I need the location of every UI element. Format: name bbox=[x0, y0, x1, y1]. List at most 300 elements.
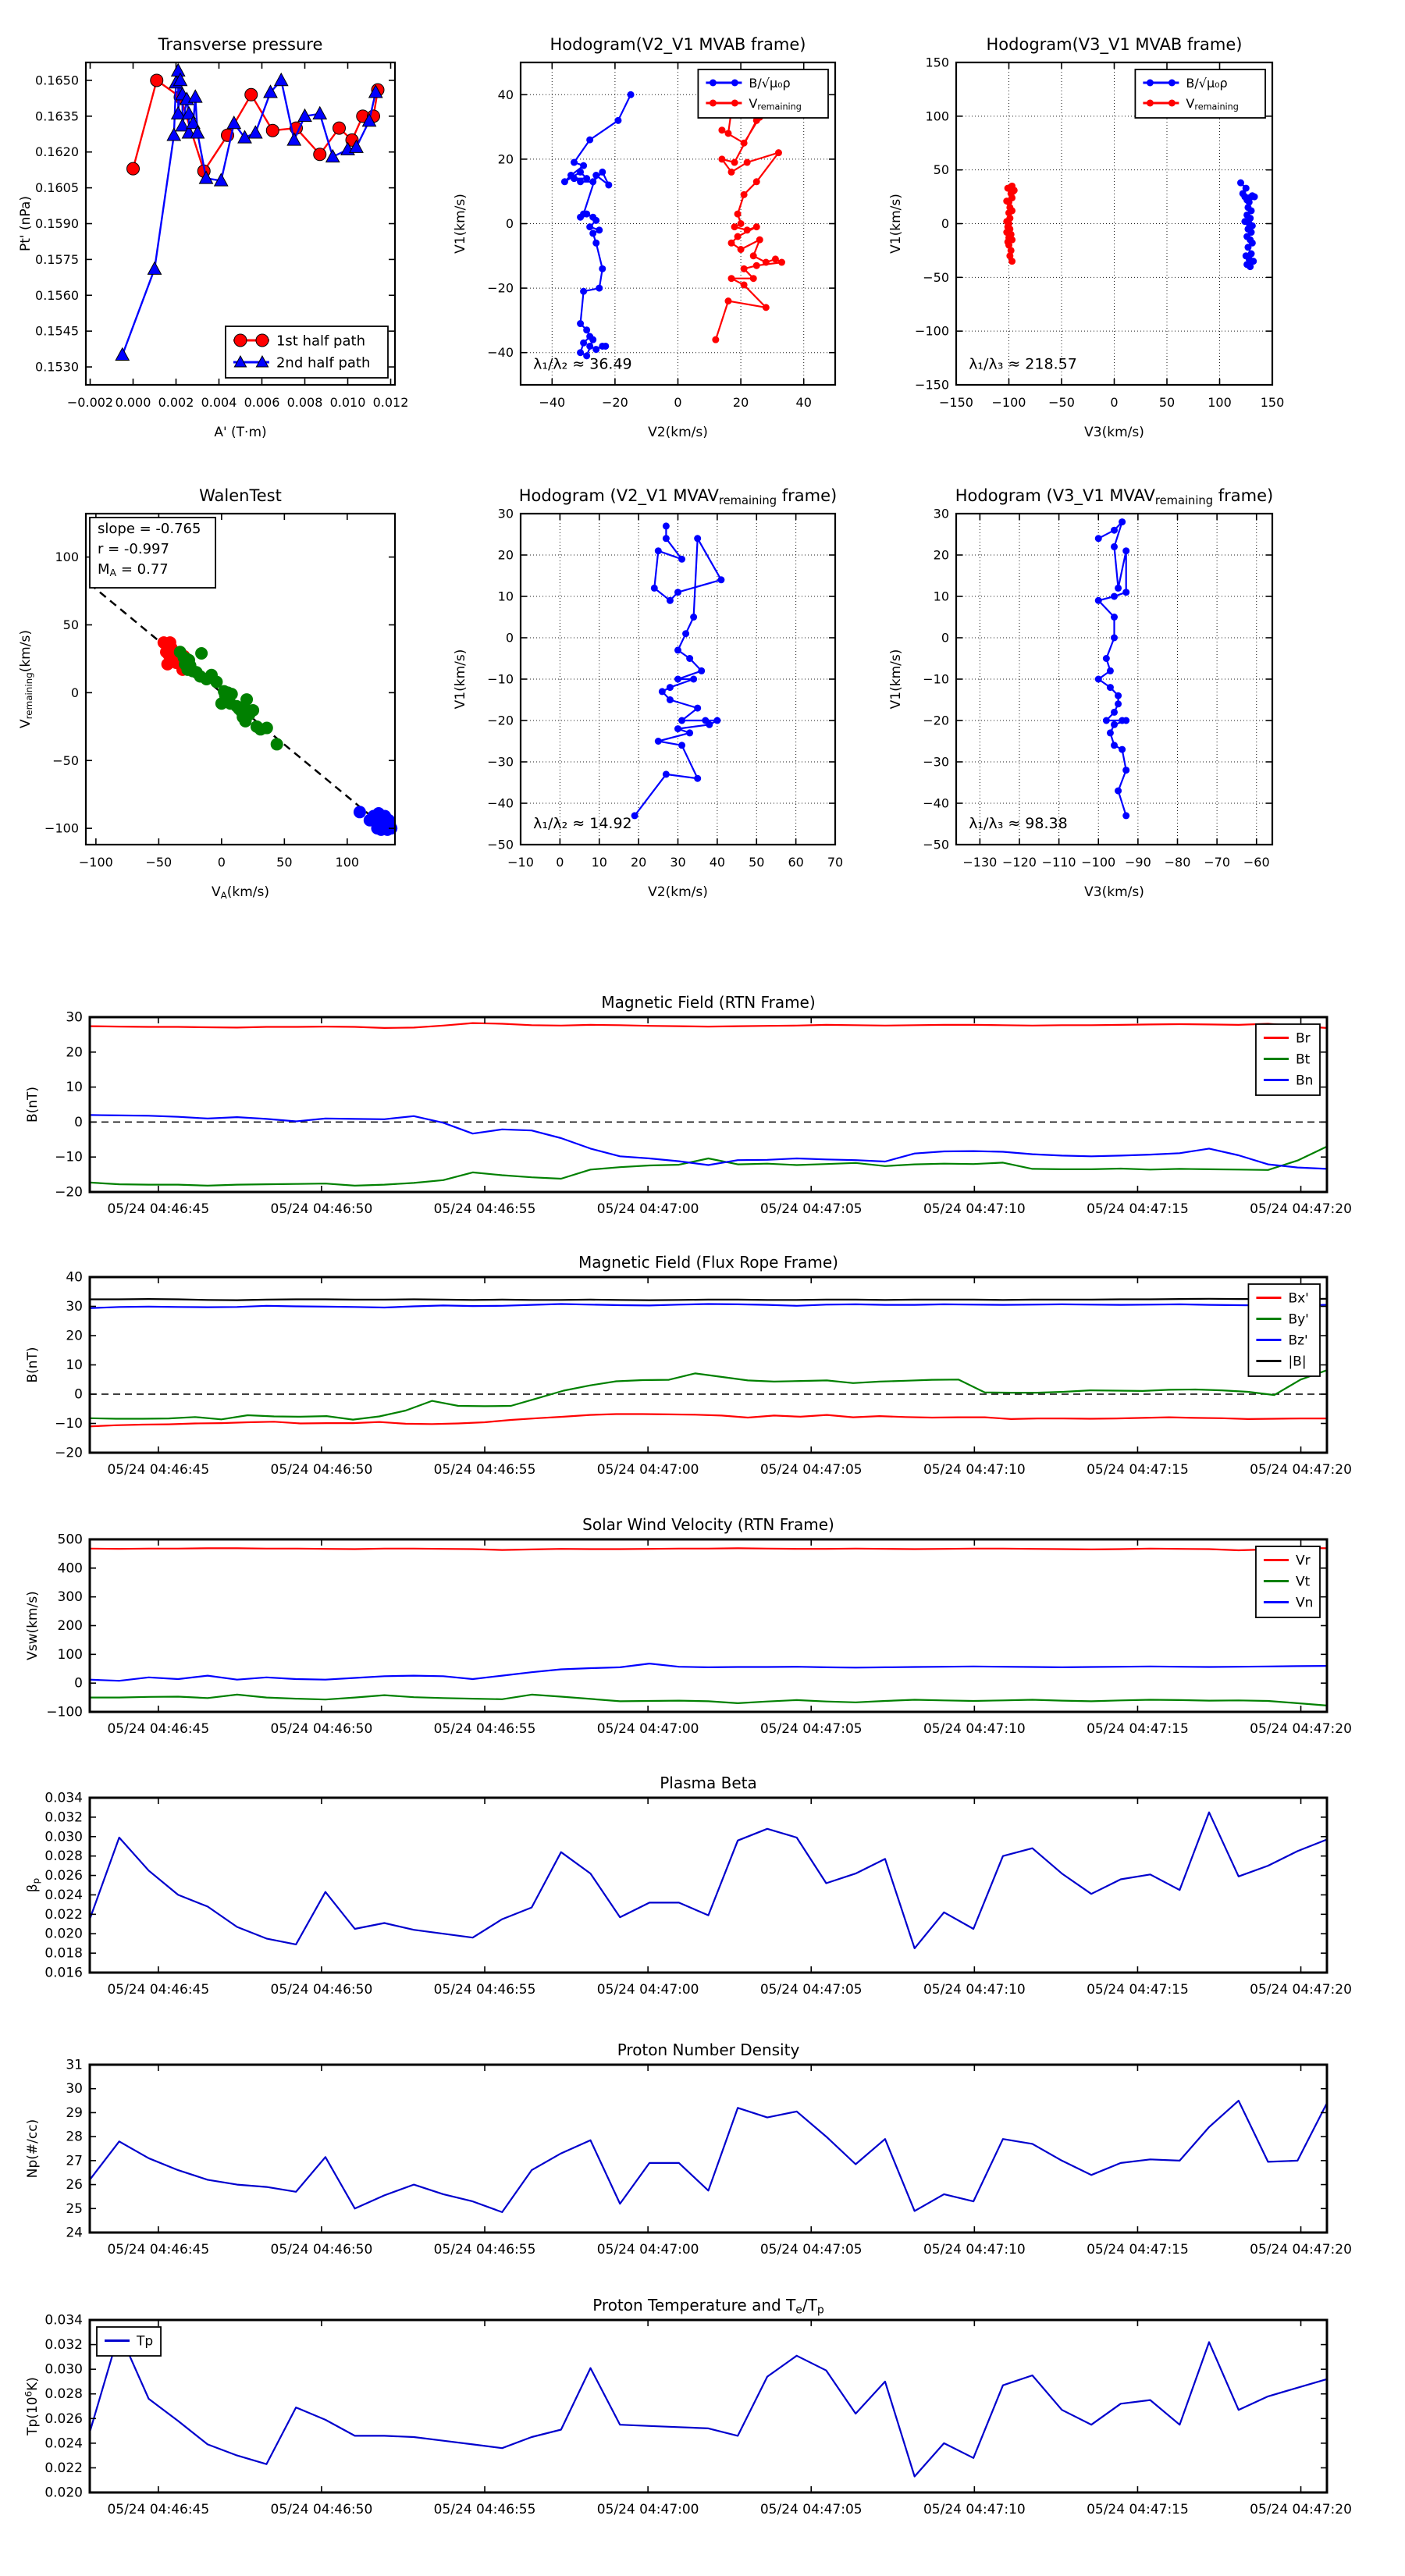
y-tick-label: 40 bbox=[497, 87, 514, 102]
y-tick-label: 0.1545 bbox=[35, 323, 79, 339]
x-tick-label: 05/24 04:47:20 bbox=[1250, 1462, 1352, 1478]
marker bbox=[605, 181, 612, 188]
grid-lines bbox=[956, 514, 1272, 845]
marker bbox=[614, 117, 621, 124]
x-tick-label: 05/24 04:47:05 bbox=[759, 2242, 863, 2258]
marker bbox=[678, 717, 685, 724]
marker bbox=[775, 149, 782, 156]
marker bbox=[1122, 812, 1129, 819]
y-tick-label: −20 bbox=[487, 713, 514, 728]
series-line-B/sqrt(mu0 rho) bbox=[564, 94, 631, 356]
x-tick-label: 05/24 04:47:00 bbox=[596, 1201, 699, 1217]
y-axis-label: B(nT) bbox=[25, 1347, 41, 1383]
y-tick-label: 24 bbox=[66, 2225, 83, 2241]
x-tick-label: 05/24 04:47:15 bbox=[1087, 1201, 1189, 1217]
marker bbox=[694, 535, 701, 542]
panel-title: Solar Wind Velocity (RTN Frame) bbox=[582, 1515, 834, 1534]
marker bbox=[694, 705, 701, 712]
x-tick-label: 05/24 04:46:45 bbox=[107, 2242, 210, 2258]
legend-label: Vn bbox=[1295, 1595, 1314, 1611]
panel-walen-test bbox=[18, 486, 397, 901]
marker bbox=[127, 162, 140, 175]
panel-transverse-pressure bbox=[18, 35, 408, 440]
marker bbox=[728, 169, 735, 176]
panel-b-fluxrope bbox=[25, 1253, 1352, 1478]
x-axis-label: VA(km/s) bbox=[211, 884, 270, 902]
y-tick-label: 0 bbox=[941, 630, 949, 646]
series-markers-V remaining bbox=[712, 107, 785, 343]
legend bbox=[1256, 1024, 1320, 1095]
y-tick-label: 27 bbox=[66, 2153, 83, 2169]
x-tick-label: 50 bbox=[276, 855, 293, 870]
series-markers-2nd half path bbox=[116, 64, 382, 361]
x-tick-label: 05/24 04:47:15 bbox=[1087, 1462, 1189, 1478]
x-tick-label: 05/24 04:47:10 bbox=[923, 1462, 1026, 1478]
marker bbox=[583, 211, 590, 218]
marker bbox=[1237, 180, 1244, 187]
marker bbox=[1122, 547, 1129, 554]
legend-marker bbox=[1168, 100, 1176, 107]
marker bbox=[596, 226, 603, 233]
y-axis-label: Pt' (nPa) bbox=[18, 196, 34, 251]
panel-title: Plasma Beta bbox=[660, 1774, 757, 1792]
marker bbox=[580, 162, 587, 169]
legend bbox=[698, 69, 828, 118]
legend-marker bbox=[1147, 100, 1154, 107]
marker bbox=[1095, 597, 1102, 604]
marker bbox=[1122, 717, 1129, 724]
marker bbox=[778, 259, 785, 266]
y-tick-label: 28 bbox=[66, 2129, 83, 2145]
series-markers-middle bbox=[174, 646, 283, 750]
x-tick-label: 05/24 04:47:20 bbox=[1250, 2502, 1352, 2517]
series-line-|B| bbox=[90, 1299, 1327, 1300]
y-tick-label: 150 bbox=[925, 55, 949, 70]
marker bbox=[586, 137, 593, 144]
y-axis-label: V1(km/s) bbox=[888, 194, 904, 254]
x-tick-label: 05/24 04:46:50 bbox=[270, 2242, 373, 2258]
y-tick-label: 30 bbox=[66, 1009, 83, 1026]
x-tick-label: 0.004 bbox=[201, 395, 237, 410]
lambda-annotation: λ₁/λ₂ ≈ 36.49 bbox=[533, 355, 632, 373]
y-tick-label: −30 bbox=[487, 754, 514, 770]
x-tick-label: −100 bbox=[78, 855, 113, 870]
y-axis-label: $Tp(10^6K)$ bbox=[23, 2377, 41, 2435]
marker bbox=[1111, 593, 1118, 600]
y-axis-label: βp bbox=[25, 1877, 42, 1893]
marker bbox=[1003, 197, 1010, 205]
x-tick-label: 05/24 04:47:20 bbox=[1250, 1201, 1352, 1217]
y-tick-label: −50 bbox=[923, 269, 949, 285]
marker bbox=[772, 255, 779, 262]
tick-marks bbox=[90, 1798, 1327, 1973]
y-axis-label: V1(km/s) bbox=[888, 649, 904, 710]
y-tick-label: −50 bbox=[487, 837, 514, 852]
x-tick-label: 0.012 bbox=[372, 395, 409, 410]
y-tick-label: 0 bbox=[941, 216, 949, 231]
y-tick-label: 50 bbox=[62, 617, 79, 632]
stats-line: slope = -0.765 bbox=[98, 521, 201, 537]
y-tick-label: −40 bbox=[487, 795, 514, 811]
x-tick-label: 100 bbox=[335, 855, 360, 870]
marker bbox=[1111, 721, 1118, 728]
y-tick-label: 25 bbox=[66, 2201, 83, 2217]
series-line-By' bbox=[90, 1370, 1327, 1419]
x-tick-label: 05/24 04:47:15 bbox=[1087, 1721, 1189, 1737]
marker bbox=[249, 126, 262, 138]
panel-title: Hodogram(V3_V1 MVAB frame) bbox=[986, 35, 1243, 54]
series-line-2nd half path bbox=[123, 71, 375, 355]
x-tick-label: 05/24 04:47:10 bbox=[923, 1982, 1026, 1998]
panel-title: WalenTest bbox=[199, 486, 282, 505]
x-tick-label: 05/24 04:46:50 bbox=[270, 1721, 373, 1737]
panel-title: Hodogram(V2_V1 MVAB frame) bbox=[550, 35, 806, 54]
marker bbox=[744, 226, 751, 233]
panel-title: Hodogram (V2_V1 MVAVremaining frame) bbox=[518, 486, 838, 507]
marker bbox=[1095, 535, 1102, 542]
x-tick-label: 10 bbox=[591, 855, 607, 870]
legend-marker bbox=[1147, 80, 1154, 87]
marker bbox=[577, 320, 584, 327]
y-tick-label: 10 bbox=[933, 589, 949, 604]
y-tick-label: 29 bbox=[66, 2105, 83, 2121]
marker bbox=[706, 721, 713, 728]
y-tick-label: 0.020 bbox=[44, 2485, 83, 2501]
marker bbox=[756, 237, 763, 244]
y-tick-label: −50 bbox=[923, 837, 949, 852]
panel-title: Transverse pressure bbox=[158, 35, 323, 54]
marker bbox=[1008, 258, 1016, 265]
marker bbox=[577, 178, 584, 185]
x-axis-label: V3(km/s) bbox=[1084, 425, 1144, 440]
lambda-annotation: λ₁/λ₃ ≈ 98.38 bbox=[969, 814, 1068, 832]
y-tick-label: 0.1650 bbox=[35, 73, 79, 88]
y-tick-label: 0.024 bbox=[44, 1887, 83, 1903]
x-tick-label: 100 bbox=[1208, 395, 1232, 410]
y-tick-label: 0.034 bbox=[44, 1790, 83, 1806]
marker bbox=[571, 175, 578, 182]
marker bbox=[753, 178, 760, 185]
series-line-Bz' bbox=[90, 1304, 1327, 1308]
marker bbox=[744, 159, 751, 166]
marker bbox=[577, 169, 584, 176]
x-tick-label: −50 bbox=[145, 855, 173, 870]
marker bbox=[655, 547, 662, 554]
marker bbox=[266, 124, 279, 137]
y-tick-label: −40 bbox=[923, 795, 949, 811]
y-tick-label: 0.030 bbox=[44, 2361, 83, 2378]
y-tick-label: 0.016 bbox=[44, 1965, 83, 1981]
marker bbox=[674, 646, 681, 653]
marker bbox=[731, 223, 738, 230]
marker bbox=[1111, 635, 1118, 642]
marker bbox=[151, 74, 163, 87]
marker bbox=[583, 175, 590, 182]
series-line-Br bbox=[90, 1023, 1327, 1028]
y-tick-label: 100 bbox=[925, 109, 949, 124]
tick-marks bbox=[90, 1539, 1327, 1712]
x-tick-label: 70 bbox=[827, 855, 844, 870]
y-tick-label: 40 bbox=[66, 1269, 83, 1286]
legend-marker bbox=[731, 100, 738, 107]
tick-marks bbox=[90, 2320, 1327, 2492]
x-tick-label: 20 bbox=[630, 855, 647, 870]
y-axis-label: V1(km/s) bbox=[453, 649, 468, 710]
x-tick-label: 150 bbox=[1260, 395, 1285, 410]
y-tick-label: 500 bbox=[57, 1532, 83, 1548]
marker bbox=[674, 589, 681, 596]
series-markers-B/sqrt(mu0 rho) bbox=[561, 91, 635, 360]
x-tick-label: −120 bbox=[1002, 855, 1037, 870]
legend-label: |B| bbox=[1288, 1354, 1307, 1370]
x-tick-label: −110 bbox=[1041, 855, 1076, 870]
marker bbox=[1095, 676, 1102, 683]
marker bbox=[571, 159, 578, 166]
y-tick-label: 100 bbox=[57, 1646, 83, 1663]
marker bbox=[1111, 742, 1118, 749]
plot-border bbox=[90, 2065, 1327, 2233]
marker bbox=[678, 556, 685, 563]
x-tick-label: 05/24 04:46:55 bbox=[433, 1982, 536, 1998]
x-tick-label: 05/24 04:46:45 bbox=[107, 1982, 210, 1998]
marker bbox=[686, 655, 693, 662]
x-tick-label: 05/24 04:47:05 bbox=[759, 1982, 863, 1998]
lambda-annotation: λ₁/λ₃ ≈ 218.57 bbox=[969, 355, 1077, 373]
legend-label: Tp bbox=[137, 2333, 154, 2350]
x-axis-label: V3(km/s) bbox=[1084, 884, 1144, 900]
y-tick-label: 200 bbox=[57, 1618, 83, 1634]
x-tick-label: 05/24 04:46:55 bbox=[433, 1462, 536, 1478]
y-tick-label: 0.022 bbox=[44, 1906, 83, 1923]
marker bbox=[592, 346, 599, 353]
series-line-Bn bbox=[90, 1115, 1327, 1169]
legend-marker bbox=[710, 100, 717, 107]
series-markers-V remaining bbox=[1003, 183, 1017, 265]
y-tick-label: −100 bbox=[46, 1704, 83, 1720]
legend-label: Bt bbox=[1295, 1051, 1311, 1068]
y-tick-label: −30 bbox=[923, 754, 949, 770]
x-tick-label: 05/24 04:47:05 bbox=[759, 1201, 863, 1217]
y-tick-label: 0.1605 bbox=[35, 180, 79, 196]
x-tick-label: 0.008 bbox=[286, 395, 323, 410]
stats-line: MA = 0.77 bbox=[98, 561, 169, 579]
marker bbox=[718, 155, 725, 162]
marker bbox=[227, 116, 240, 129]
series-line-V path bbox=[635, 526, 721, 816]
x-tick-label: −90 bbox=[1124, 855, 1151, 870]
y-tick-label: 10 bbox=[497, 589, 514, 604]
x-tick-label: 40 bbox=[795, 395, 812, 410]
marker bbox=[655, 738, 662, 745]
legend bbox=[1248, 1284, 1320, 1376]
y-tick-label: 0.028 bbox=[44, 2386, 83, 2403]
marker bbox=[148, 262, 161, 275]
legend-label: Bn bbox=[1295, 1073, 1314, 1089]
panel-title: Proton Temperature and Te/Tp bbox=[592, 2296, 824, 2317]
panel-title: Magnetic Field (RTN Frame) bbox=[601, 993, 816, 1012]
marker bbox=[698, 667, 705, 674]
y-tick-label: 20 bbox=[66, 1328, 83, 1344]
panel-vsw-rtn bbox=[25, 1515, 1352, 1737]
y-tick-label: 0 bbox=[74, 1114, 83, 1130]
x-tick-label: −0.002 bbox=[66, 395, 114, 410]
stats-line: r = -0.997 bbox=[98, 541, 169, 557]
marker bbox=[561, 178, 568, 185]
series-line-Np bbox=[90, 2101, 1327, 2212]
x-tick-label: 50 bbox=[1158, 395, 1176, 410]
tick-marks bbox=[90, 2065, 1327, 2233]
x-tick-label: 05/24 04:47:05 bbox=[759, 1462, 863, 1478]
x-tick-label: 40 bbox=[709, 855, 726, 870]
series-line-V remaining bbox=[716, 111, 782, 340]
y-axis-label: Vsw(km/s) bbox=[25, 1591, 41, 1660]
legend-label: Vremaining bbox=[749, 95, 802, 112]
series-markers-B/sqrt(mu0 rho) bbox=[1237, 180, 1258, 270]
x-axis-label: V2(km/s) bbox=[648, 425, 708, 440]
marker bbox=[718, 126, 725, 133]
legend-label: Vt bbox=[1295, 1574, 1311, 1590]
panel-hodogram-v2v1-mvav bbox=[453, 486, 843, 900]
y-tick-label: −10 bbox=[55, 1416, 83, 1432]
y-tick-label: −10 bbox=[487, 671, 514, 687]
marker bbox=[596, 285, 603, 292]
marker bbox=[1115, 692, 1122, 699]
marker bbox=[1103, 655, 1110, 662]
marker bbox=[1008, 207, 1016, 214]
marker bbox=[586, 343, 593, 350]
x-tick-label: 30 bbox=[670, 855, 686, 870]
y-tick-label: −20 bbox=[55, 1184, 83, 1201]
marker bbox=[712, 336, 719, 343]
y-tick-label: 0.022 bbox=[44, 2460, 83, 2476]
y-tick-label: 300 bbox=[57, 1589, 83, 1606]
marker bbox=[599, 265, 606, 272]
plot-border bbox=[90, 1539, 1327, 1712]
y-tick-label: 0.1635 bbox=[35, 109, 79, 124]
legend-marker bbox=[710, 80, 717, 87]
marker bbox=[694, 775, 701, 782]
marker bbox=[678, 742, 685, 749]
x-tick-label: 05/24 04:46:55 bbox=[433, 1721, 536, 1737]
panel-title: Magnetic Field (Flux Rope Frame) bbox=[578, 1253, 838, 1272]
marker bbox=[667, 597, 674, 604]
marker bbox=[651, 585, 658, 592]
x-tick-label: 05/24 04:47:05 bbox=[759, 1721, 863, 1737]
x-tick-label: −70 bbox=[1204, 855, 1231, 870]
series-line-Tp bbox=[90, 2332, 1327, 2477]
marker bbox=[631, 812, 638, 819]
x-tick-label: 50 bbox=[749, 855, 765, 870]
marker bbox=[735, 211, 742, 218]
y-tick-label: 30 bbox=[66, 2081, 83, 2097]
x-tick-label: 05/24 04:47:00 bbox=[596, 2242, 699, 2258]
x-tick-label: 05/24 04:47:05 bbox=[759, 2502, 863, 2517]
series-line-Vr bbox=[90, 1548, 1327, 1550]
marker bbox=[1111, 527, 1118, 534]
series-line-Vt bbox=[90, 1695, 1327, 1706]
marker bbox=[313, 107, 326, 119]
series-line-beta_p bbox=[90, 1813, 1327, 1948]
marker bbox=[731, 159, 738, 166]
marker bbox=[1115, 700, 1122, 707]
y-axis-label: V1(km/s) bbox=[453, 194, 468, 254]
x-tick-label: 05/24 04:47:20 bbox=[1250, 2242, 1352, 2258]
marker bbox=[1103, 717, 1110, 724]
y-tick-label: 0.030 bbox=[44, 1829, 83, 1845]
series-line-Bt bbox=[90, 1147, 1327, 1186]
legend bbox=[1135, 69, 1265, 118]
x-tick-label: −100 bbox=[1081, 855, 1116, 870]
x-tick-label: 05/24 04:47:10 bbox=[923, 2502, 1026, 2517]
x-tick-label: 05/24 04:47:00 bbox=[596, 2502, 699, 2517]
y-tick-label: 0.1620 bbox=[35, 144, 79, 160]
y-tick-label: 31 bbox=[66, 2057, 83, 2073]
y-tick-label: 0.1575 bbox=[35, 251, 79, 267]
marker bbox=[354, 806, 366, 818]
y-tick-label: −20 bbox=[55, 1445, 83, 1461]
y-axis-label: Np(#/cc) bbox=[25, 2119, 41, 2179]
marker bbox=[724, 130, 731, 137]
y-tick-label: 400 bbox=[57, 1560, 83, 1577]
panel-hodogram-v2v1-mvab bbox=[453, 35, 835, 440]
x-tick-label: 05/24 04:47:10 bbox=[923, 1721, 1026, 1737]
x-axis-label: A' (T·m) bbox=[214, 425, 267, 440]
y-tick-label: 0 bbox=[74, 1386, 83, 1403]
y-axis-label: B(nT) bbox=[25, 1086, 41, 1123]
marker bbox=[763, 259, 770, 266]
marker bbox=[1111, 614, 1118, 621]
y-tick-label: 0.1530 bbox=[35, 359, 79, 375]
x-tick-label: −80 bbox=[1164, 855, 1191, 870]
marker bbox=[735, 233, 742, 240]
x-tick-label: 05/24 04:47:10 bbox=[923, 1201, 1026, 1217]
x-tick-label: 05/24 04:47:15 bbox=[1087, 2242, 1189, 2258]
marker bbox=[1107, 684, 1114, 691]
x-tick-label: 05/24 04:47:00 bbox=[596, 1721, 699, 1737]
legend-label: 1st half path bbox=[276, 333, 365, 350]
y-tick-label: 0.026 bbox=[44, 2411, 83, 2427]
x-tick-label: 0 bbox=[674, 395, 682, 410]
marker bbox=[271, 738, 283, 750]
panel-b-rtn bbox=[25, 993, 1352, 1217]
marker bbox=[728, 275, 735, 282]
x-tick-label: 0 bbox=[556, 855, 564, 870]
x-tick-label: 0 bbox=[1110, 395, 1119, 410]
marker bbox=[371, 822, 383, 834]
y-tick-label: 0.1560 bbox=[35, 287, 79, 303]
marker bbox=[589, 229, 596, 237]
marker bbox=[713, 717, 720, 724]
marker bbox=[599, 169, 606, 176]
marker bbox=[1111, 543, 1118, 550]
marker bbox=[172, 64, 185, 76]
marker bbox=[162, 658, 174, 671]
marker bbox=[592, 172, 599, 179]
x-tick-label: 05/24 04:46:45 bbox=[107, 1462, 210, 1478]
x-tick-label: 05/24 04:46:55 bbox=[433, 1201, 536, 1217]
marker bbox=[663, 770, 670, 777]
panel-proton-density bbox=[25, 2041, 1352, 2258]
panel-title: Proton Number Density bbox=[617, 2041, 800, 2059]
x-tick-label: −60 bbox=[1243, 855, 1270, 870]
marker bbox=[1111, 709, 1118, 716]
marker bbox=[592, 217, 599, 224]
marker bbox=[1107, 667, 1114, 674]
y-tick-label: 50 bbox=[933, 162, 949, 178]
marker bbox=[741, 140, 748, 147]
y-axis-label: Vremaining(km/s) bbox=[18, 630, 35, 728]
marker bbox=[333, 122, 346, 134]
